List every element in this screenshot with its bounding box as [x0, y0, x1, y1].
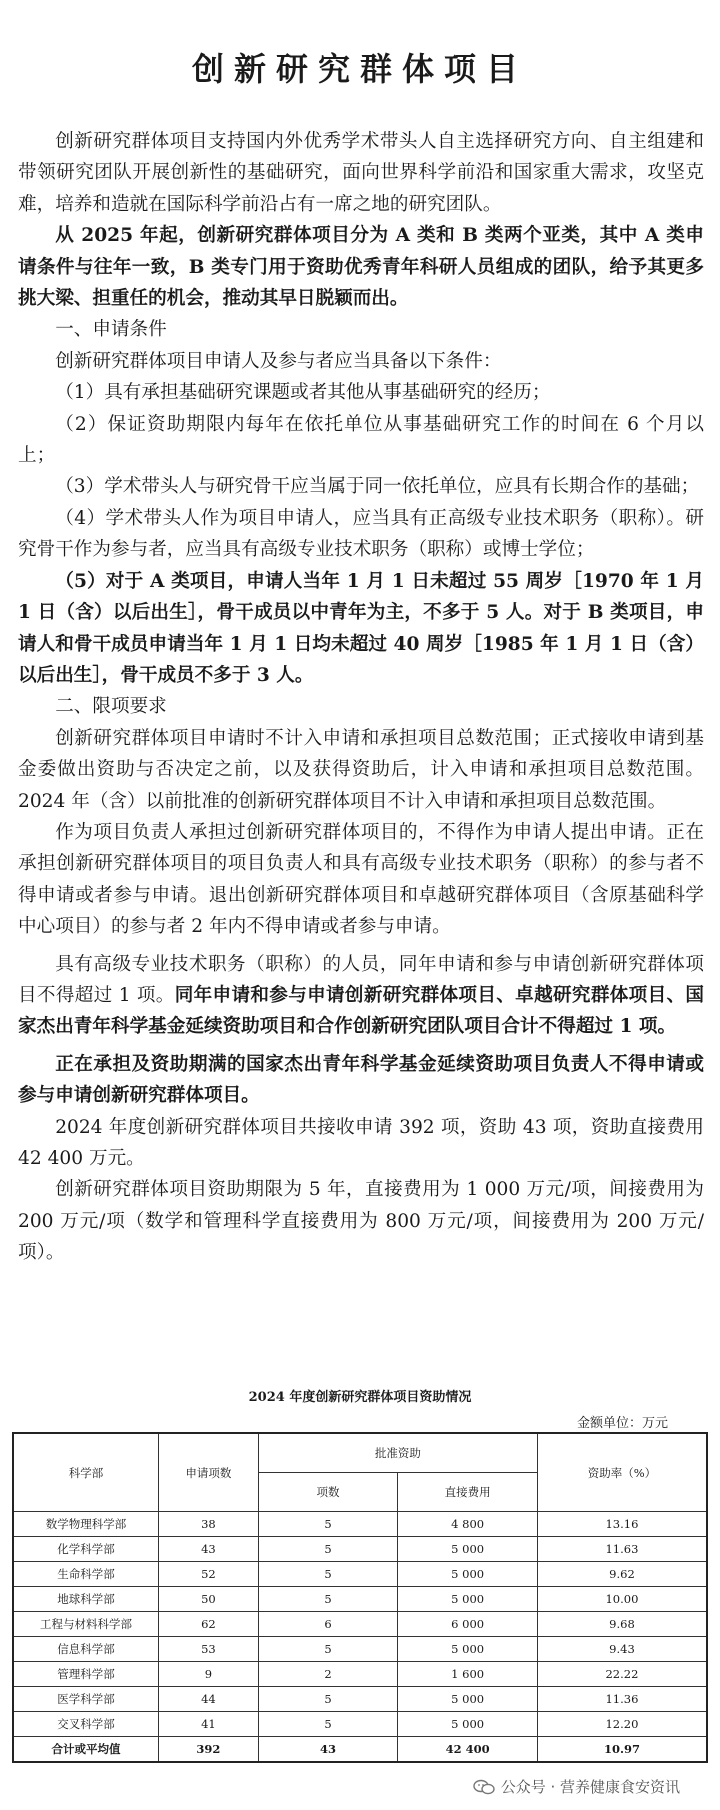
table-cell: 2	[258, 1662, 398, 1687]
table-cell: 1 600	[398, 1662, 538, 1687]
header-dept: 科学部	[13, 1433, 159, 1512]
table-cell: 12.20	[537, 1712, 707, 1737]
table-cell: 工程与材料科学部	[13, 1612, 159, 1637]
table-cell: 管理科学部	[13, 1662, 159, 1687]
limits-paragraph-2: 作为项目负责人承担过创新研究群体项目的，不得作为申请人提出申请。正在承担创新研究群体项目的项目负责人和具有高级专业技术职务（职称）的参与者不得申请或者参与申请。退出创新研究群体项目和卓越研究群体项目（含原基础科学中心项目）的参与者 2 年内不得申请或者参与申请。	[18, 821, 704, 938]
header-direct: 直接费用	[398, 1473, 538, 1512]
article-body	[18, 126, 704, 1269]
watermark	[473, 1776, 680, 1797]
table-cell: 13.16	[537, 1512, 707, 1537]
table-row	[13, 1662, 707, 1687]
table-cell: 数学物理科学部	[13, 1512, 159, 1537]
table-cell: 5	[258, 1637, 398, 1662]
table-cell: 5 000	[398, 1562, 538, 1587]
page-title: 创新研究群体项目	[191, 50, 528, 88]
table-cell: 5	[258, 1687, 398, 1712]
condition-3: （3）学术带头人与研究骨干应当属于同一依托单位，应具有长期合作的基础；	[55, 476, 700, 498]
table-cell: 41	[159, 1712, 259, 1737]
table-cell: 10.97	[537, 1737, 707, 1763]
table-cell: 5	[258, 1587, 398, 1612]
limits-paragraph-3b: 同年申请和参与申请创新研究群体项目、卓越研究群体项目、国家杰出青年科学基金延续资助项目和合作创新研究团队项目合计不得超过 1 项。	[18, 984, 704, 1038]
table-title: 2024 年度创新研究群体项目资助情况	[248, 1390, 472, 1405]
table-cell: 地球科学部	[13, 1587, 159, 1612]
table-cell: 5 000	[398, 1637, 538, 1662]
condition-1: （1）具有承担基础研究课题或者其他从事基础研究的经历；	[55, 382, 551, 404]
table-row	[13, 1562, 707, 1587]
table-total-row	[13, 1737, 707, 1763]
table-cell: 交叉科学部	[13, 1712, 159, 1737]
condition-5: （5）对于 A 类项目，申请人当年 1 月 1 日未超过 55 周岁［1970 年 1 月 1 日（含）以后出生］，骨干成员以中青年为主，不多于 5 人。对于 B 类项目，申请人和骨干成员申请当年 1 月 1 日均未超过 40 周岁［1985 年 1 月 1 日（含）以后出生］，骨干成员不多于 3 人。	[18, 570, 704, 686]
table-cell: 9.62	[537, 1562, 707, 1587]
table-cell: 5	[258, 1712, 398, 1737]
table-cell: 9.43	[537, 1637, 707, 1662]
table-row	[13, 1687, 707, 1712]
header-apps: 申请项数	[159, 1433, 259, 1512]
limits-paragraph-3a: 具有高级专业技术职务（职称）的人员，同年申请和参与申请创新研究群体项目不得超过 1 项。	[18, 953, 704, 1006]
watermark-text: 公众号 · 营养健康食安资讯	[500, 1778, 680, 1796]
intro-paragraph: 创新研究群体项目支持国内外优秀学术带头人自主选择研究方向、自主组建和带领研究团队开展创新性的基础研究，面向世界科学前沿和国家重大需求，攻坚克难，培养和造就在国际科学前沿占有一席之地的研究团队。	[18, 131, 704, 215]
table-row	[13, 1537, 707, 1562]
table-cell: 合计或平均值	[13, 1737, 159, 1763]
limits-paragraph-1: 创新研究群体项目申请时不计入申请和承担项目总数范围；正式接收申请到基金委做出资助与否决定之前，以及获得资助后，计入申请和承担项目总数范围。2024 年（含）以前批准的创新研究群体项目不计入申请和承担项目总数范围。	[18, 727, 704, 812]
table-cell: 10.00	[537, 1587, 707, 1612]
table-cell: 5 000	[398, 1687, 538, 1712]
limits-paragraph-3	[18, 949, 704, 1043]
table-cell: 22.22	[537, 1662, 707, 1687]
table-cell: 5 000	[398, 1587, 538, 1612]
stats-paragraph: 2024 年度创新研究群体项目共接收申请 392 项，资助 43 项，资助直接费用 42 400 万元。	[18, 1116, 704, 1169]
table-cell: 生命科学部	[13, 1562, 159, 1587]
table-cell: 5	[258, 1562, 398, 1587]
condition-4: （4）学术带头人作为项目申请人，应当具有正高级专业技术职务（职称）。研究骨干作为参与者，应当具有高级专业技术职务（职称）或博士学位；	[18, 507, 704, 561]
table-cell: 化学科学部	[13, 1537, 159, 1562]
table-cell: 52	[159, 1562, 259, 1587]
table-cell: 11.63	[537, 1537, 707, 1562]
table-cell: 6 000	[398, 1612, 538, 1637]
table-row	[13, 1712, 707, 1737]
table-cell: 62	[159, 1612, 259, 1637]
table-cell: 53	[159, 1637, 259, 1662]
table-cell: 6	[258, 1612, 398, 1637]
section-heading-conditions: 一、申请条件	[55, 319, 167, 341]
header-rate: 资助率（%）	[537, 1433, 707, 1512]
table-cell: 5	[258, 1512, 398, 1537]
limits-paragraph-4: 正在承担及资助期满的国家杰出青年科学基金延续资助项目负责人不得申请或参与申请创新研究群体项目。	[18, 1053, 704, 1107]
section-heading-limits: 二、限项要求	[55, 696, 167, 718]
table-cell: 9	[159, 1662, 259, 1687]
table-cell: 5 000	[398, 1712, 538, 1737]
table-cell: 38	[159, 1512, 259, 1537]
table-cell: 9.68	[537, 1612, 707, 1637]
header-approved: 批准资助	[258, 1433, 537, 1473]
table-cell: 5	[258, 1537, 398, 1562]
table-cell: 信息科学部	[13, 1637, 159, 1662]
table-cell: 43	[258, 1737, 398, 1763]
condition-2: （2）保证资助期限内每年在依托单位从事基础研究工作的时间在 6 个月以上；	[18, 413, 704, 467]
table-cell: 5 000	[398, 1537, 538, 1562]
table-cell: 11.36	[537, 1687, 707, 1712]
conditions-intro: 创新研究群体项目申请人及参与者应当具备以下条件：	[55, 350, 502, 372]
table-row	[13, 1587, 707, 1612]
table-cell: 42 400	[398, 1737, 538, 1763]
wechat-icon	[473, 1779, 495, 1795]
table-unit: 金额单位：万元	[576, 1416, 668, 1431]
ab-category-paragraph: 从 2025 年起，创新研究群体项目分为 A 类和 B 类两个亚类，其中 A 类申请条件与往年一致，B 类专门用于资助优秀青年科研人员组成的团队，给予其更多挑大梁、担重任的机会，推动其早日脱颖而出。	[18, 225, 704, 310]
header-count: 项数	[258, 1473, 398, 1512]
table-cell: 医学科学部	[13, 1687, 159, 1712]
table-row	[13, 1637, 707, 1662]
table-cell: 50	[159, 1587, 259, 1612]
table-row	[13, 1512, 707, 1537]
funding-table	[12, 1432, 708, 1763]
funding-paragraph: 创新研究群体项目资助期限为 5 年，直接费用为 1 000 万元/项，间接费用为 200 万元/项（数学和管理科学直接费用为 800 万元/项，间接费用为 200 万元/项）。	[18, 1179, 704, 1264]
table-cell: 43	[159, 1537, 259, 1562]
table-cell: 392	[159, 1737, 259, 1763]
table-row	[13, 1612, 707, 1637]
table-cell: 44	[159, 1687, 259, 1712]
table-cell: 4 800	[398, 1512, 538, 1537]
